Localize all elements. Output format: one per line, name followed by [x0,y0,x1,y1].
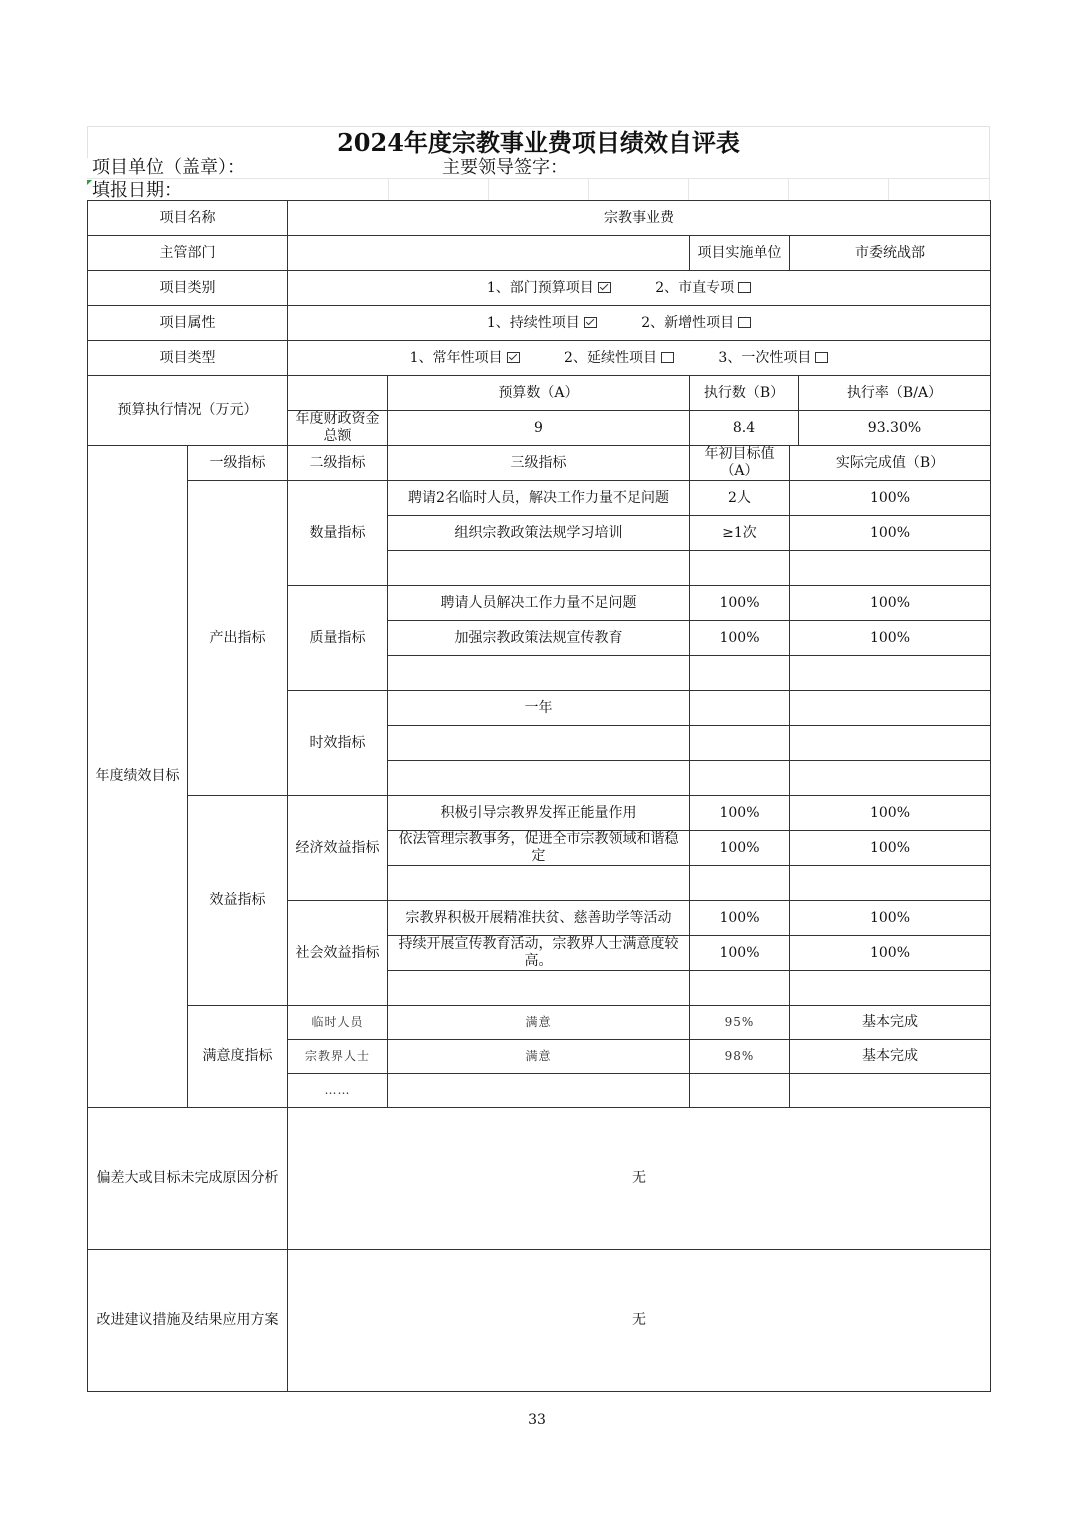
indicator-target: 100% [690,586,790,621]
indicator-name [388,726,690,761]
indicator-target: ≥1次 [690,516,790,551]
category-option [655,280,751,297]
indicator-target: 100% [690,621,790,656]
budget-value: 9 [388,411,690,446]
indicator-target: 95% [690,1006,790,1040]
row-deviation [88,1108,991,1250]
type-options [288,341,991,376]
benefit-indicator-label: 效益指标 [188,796,288,1006]
improvement-value: 无 [288,1250,991,1392]
indicator-name [388,866,690,901]
row-improvement [88,1250,991,1392]
indicator-actual: 100% [790,621,991,656]
project-unit-label: 项目单位（盖章）： [92,157,245,178]
quantity-indicator-label: 数量指标 [288,481,388,586]
level1-header: 一级指标 [188,446,288,481]
option-label: 2、市直专项 [655,279,735,296]
indicator-name [388,551,690,586]
indicator-actual [790,866,991,901]
row-goals-header [88,446,991,481]
indicator-target: 100% [690,831,790,866]
option-label: 1、部门预算项目 [486,279,594,296]
table-row [88,1006,991,1040]
indicator-name: 积极引导宗教界发挥正能量作用 [388,796,690,831]
satisfaction-group: 临时人员 [288,1006,388,1040]
indicator-name [388,1074,690,1108]
indicator-target: 100% [690,901,790,936]
option-label: 1、持续性项目 [486,314,580,331]
annual-funds-label: 年度财政资金总额 [288,411,388,446]
indicator-actual [790,691,991,726]
improvement-label: 改进建议措施及结果应用方案 [88,1250,288,1392]
indicator-actual: 100% [790,516,991,551]
attribute-label: 项目属性 [88,306,288,341]
economic-indicator-label: 经济效益指标 [288,796,388,901]
indicator-target: 100% [690,936,790,971]
output-indicator-label: 产出指标 [188,481,288,796]
form-title: 2024年度宗教事业费项目绩效自评表 [87,126,990,158]
exec-col-header: 执行数（B） [690,376,799,410]
row-project-name [88,201,991,236]
indicator-name: 组织宗教政策法规学习培训 [388,516,690,551]
unchecked-box-icon[interactable] [661,352,674,363]
indicator-name: 满意 [388,1006,690,1040]
deviation-label: 偏差大或目标未完成原因分析 [88,1108,288,1250]
target-header: 年初目标值（A） [690,446,790,481]
indicator-name: 聘请2名临时人员，解决工作力量不足问题 [388,481,690,516]
row-budget-header [88,376,991,411]
page-number: 33 [528,1412,546,1428]
rate-value: 93.30% [867,419,922,436]
category-label: 项目类别 [88,271,288,306]
row-category [88,271,991,306]
indicator-name [388,971,690,1006]
report-date-label: 填报日期： [92,180,182,201]
actual-header: 实际完成值（B） [790,446,991,481]
checked-box-icon[interactable] [507,352,520,363]
category-options [288,271,991,306]
budget-split-values [690,411,991,446]
satisfaction-group: …… [288,1074,388,1108]
indicator-target [690,761,790,796]
unchecked-box-icon[interactable] [738,282,751,293]
table-row [88,796,991,831]
indicator-target [690,1074,790,1108]
dept-value [288,236,690,271]
indicator-actual: 基本完成 [790,1006,991,1040]
budget-split-header [690,376,991,411]
deviation-value: 无 [288,1108,991,1250]
annual-goals-label: 年度绩效目标 [88,446,188,1108]
leader-signature-label: 主要领导签字： [442,157,568,178]
unchecked-box-icon[interactable] [815,352,828,363]
indicator-name [388,761,690,796]
indicator-actual [790,656,991,691]
budget-label: 预算执行情况（万元） [88,376,288,446]
indicator-target [690,656,790,691]
indicator-actual: 100% [790,481,991,516]
indicator-name: 依法管理宗教事务，促进全市宗教领域和谐稳定 [388,831,690,866]
indicator-name [388,656,690,691]
indicator-actual: 100% [790,901,991,936]
dept-label: 主管部门 [88,236,288,271]
indicator-target [690,691,790,726]
satisfaction-group: 宗教界人士 [288,1040,388,1074]
option-label: 3、一次性项目 [718,349,812,366]
indicator-target [690,726,790,761]
row-attribute [88,306,991,341]
indicator-actual: 基本完成 [790,1040,991,1074]
indicator-name: 聘请人员解决工作力量不足问题 [388,586,690,621]
project-name-label: 项目名称 [88,201,288,236]
type-option [564,350,674,367]
indicator-actual [790,726,991,761]
indicator-name: 满意 [388,1040,690,1074]
indicator-actual: 100% [790,796,991,831]
satisfaction-indicator-label: 满意度指标 [188,1006,288,1108]
exec-value: 8.4 [690,411,799,445]
option-label: 1、常年性项目 [409,349,503,366]
type-option [718,350,828,367]
table-row [88,481,991,516]
indicator-name: 加强宗教政策法规宣传教育 [388,621,690,656]
type-label: 项目类型 [88,341,288,376]
indicator-target: 100% [690,796,790,831]
indicator-name: 持续开展宣传教育活动，宗教界人士满意度较高。 [388,936,690,971]
checked-box-icon[interactable] [584,317,597,328]
indicator-target [690,866,790,901]
option-label: 2、新增性项目 [641,314,735,331]
level3-header: 三级指标 [388,446,690,481]
project-name-value: 宗教事业费 [288,201,991,236]
unchecked-box-icon[interactable] [738,317,751,328]
indicator-target [690,971,790,1006]
timeliness-indicator-label: 时效指标 [288,691,388,796]
attribute-option [641,315,751,332]
indicator-actual: 100% [790,831,991,866]
row-department [88,236,991,271]
indicator-actual [790,971,991,1006]
budget-col-header: 预算数（A） [388,376,690,411]
indicator-target [690,551,790,586]
impl-unit-value: 市委统战部 [790,236,991,271]
checked-box-icon[interactable] [598,282,611,293]
impl-unit-label: 项目实施单位 [690,236,790,271]
row-type [88,341,991,376]
indicator-name: 宗教界积极开展精准扶贫、慈善助学等活动 [388,901,690,936]
option-label: 2、延续性项目 [564,349,657,366]
attribute-options [288,306,991,341]
type-option [410,350,520,367]
indicator-actual: 100% [790,936,991,971]
indicator-actual [790,761,991,796]
indicator-actual: 100% [790,586,991,621]
level2-header: 二级指标 [288,446,388,481]
rate-col-header: 执行率（B/A） [846,384,943,401]
indicator-name: 一年 [388,691,690,726]
attribute-option [487,315,597,332]
quality-indicator-label: 质量指标 [288,586,388,691]
indicator-actual [790,551,991,586]
indicator-target: 98% [690,1040,790,1074]
social-indicator-label: 社会效益指标 [288,901,388,1006]
performance-table [87,200,991,1392]
empty-cell [288,376,388,411]
category-option [487,280,611,297]
indicator-actual [790,1074,991,1108]
indicator-target: 2人 [690,481,790,516]
